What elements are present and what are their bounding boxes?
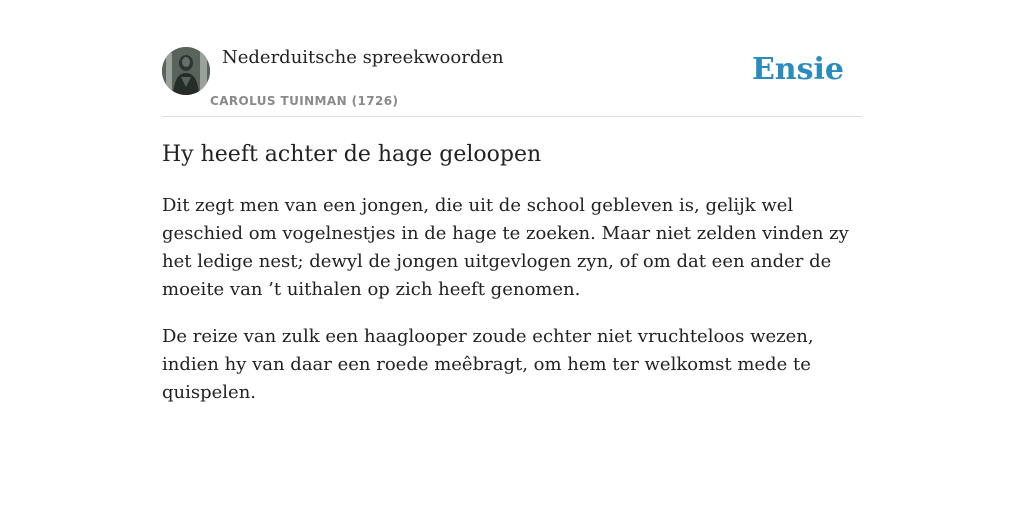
book-author[interactable]: CAROLUS TUINMAN (1726) xyxy=(210,94,399,108)
book-title[interactable]: Nederduitsche spreekwoorden xyxy=(222,47,504,68)
book-header xyxy=(162,0,862,117)
entry-title: Hy heeft achter de hage geloopen xyxy=(162,142,542,167)
entry-paragraph: Dit zegt men van een jongen, die uit de school gebleven is, gelijk wel geschied om vogelnestjes in de hage te zoeken. Maar niet zelden vinden zy het ledige nest; dewyl de jongen uitgevlogen zyn, of om dat een ander de moeite van ’t uithalen op zich heeft genomen. xyxy=(162,195,849,300)
entry-body xyxy=(162,192,862,426)
author-avatar[interactable] xyxy=(162,47,210,95)
ensie-logo[interactable]: Ensie xyxy=(751,52,844,87)
page xyxy=(162,0,862,403)
entry-paragraph: De reize van zulk een haaglooper zoude echter niet vruchteloos wezen, indien hy van daar een roede meêbragt, om hem ter welkomst mede te quispelen. xyxy=(162,326,814,403)
portrait-icon xyxy=(162,47,210,95)
